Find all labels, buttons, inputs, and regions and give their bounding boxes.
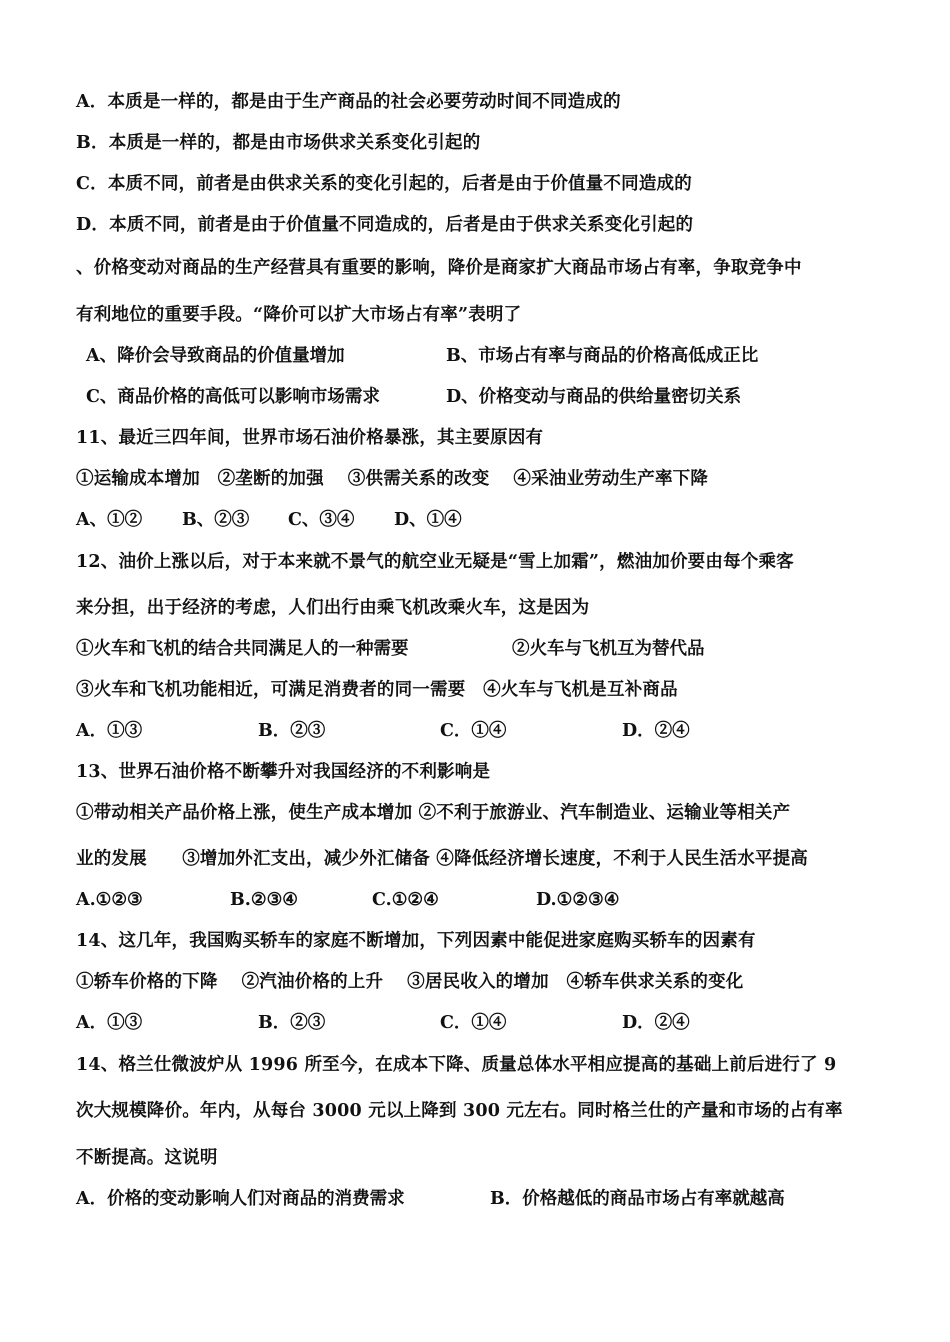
question-14-option-c: C．①④ (440, 1013, 507, 1033)
question-12-line-1: 12、油价上涨以后，对于本来就不景气的航空业无疑是“雪上加霜”，燃油加价要由每个乘客 (76, 552, 794, 572)
question-11-option-b: B、②③ (182, 510, 250, 530)
question-15-option-b: B．价格越低的商品市场占有率就越高 (490, 1189, 785, 1209)
question-10-option-b: B、市场占有率与商品的价格高低成正比 (446, 346, 759, 366)
question-10-line-2: 有利地位的重要手段。“降价可以扩大市场占有率”表明了 (76, 305, 522, 325)
question-13-option-a: A.①②③ (76, 890, 143, 910)
question-13-option-c: C.①②④ (372, 890, 439, 910)
question-11-stem: 11、最近三四年间，世界市场石油价格暴涨，其主要原因有 (76, 428, 544, 448)
question-12-item-1: ①火车和飞机的结合共同满足人的一种需要 (76, 639, 409, 659)
question-10-line-1: 、价格变动对商品的生产经营具有重要的影响，降价是商家扩大商品市场占有率，争取竞争中 (76, 258, 802, 278)
question-12-option-b: B．②③ (258, 721, 326, 741)
question-12-option-c: C．①④ (440, 721, 507, 741)
question-12-line-2: 来分担，出于经济的考虑，人们出行由乘飞机改乘火车，这是因为 (76, 598, 590, 618)
question-10-option-d: D、价格变动与商品的供给量密切关系 (446, 387, 742, 407)
question-15-line-1: 14、格兰仕微波炉从 1996 所至今，在成本下降、质量总体水平相应提高的基础上前后进行了 9 (76, 1055, 837, 1075)
question-14-option-a: A．①③ (76, 1013, 143, 1033)
question-11-items: ①运输成本增加 ②垄断的加强 ③供需关系的改变 ④采油业劳动生产率下降 (76, 469, 709, 489)
question-11-option-a: A、①② (76, 510, 143, 530)
question-14-items: ①轿车价格的下降 ②汽油价格的上升 ③居民收入的增加 ④轿车供求关系的变化 (76, 972, 744, 992)
question-12-items-row-2: ③火车和飞机功能相近，可满足消费者的同一需要 ④火车与飞机是互补商品 (76, 680, 678, 700)
question-15-line-2: 次大规模降价。年内，从每台 3000 元以上降到 300 元左右。同时格兰仕的产量和市场的占有率 (76, 1101, 843, 1121)
question-15-option-a: A．价格的变动影响人们对商品的消费需求 (76, 1189, 405, 1209)
question-12-item-2: ②火车与飞机互为替代品 (512, 639, 705, 659)
option-line-c: C．本质不同，前者是由供求关系的变化引起的，后者是由于价值量不同造成的 (76, 174, 692, 194)
question-14-option-b: B．②③ (258, 1013, 326, 1033)
question-10-option-c: C、商品价格的高低可以影响市场需求 (86, 387, 380, 407)
question-15-line-3: 不断提高。这说明 (76, 1148, 218, 1168)
question-14-option-d: D．②④ (622, 1013, 690, 1033)
question-13-items-line-1: ①带动相关产品价格上涨，使生产成本增加 ②不利于旅游业、汽车制造业、运输业等相关产 (76, 803, 791, 823)
question-13-option-d: D.①②③④ (536, 890, 620, 910)
option-line-a: A．本质是一样的，都是由于生产商品的社会必要劳动时间不同造成的 (76, 92, 621, 112)
question-11-option-d: D、①④ (394, 510, 462, 530)
question-14-stem: 14、这几年，我国购买轿车的家庭不断增加，下列因素中能促进家庭购买轿车的因素有 (76, 931, 756, 951)
question-12-option-a: A．①③ (76, 721, 143, 741)
option-line-d: D．本质不同，前者是由于价值量不同造成的，后者是由于供求关系变化引起的 (76, 215, 694, 235)
question-11-option-c: C、③④ (288, 510, 355, 530)
question-12-option-d: D．②④ (622, 721, 690, 741)
question-13-option-b: B.②③④ (230, 890, 298, 910)
question-13-items-line-2: 业的发展 ③增加外汇支出，减少外汇储备 ④降低经济增长速度，不利于人民生活水平提高 (76, 849, 808, 869)
option-line-b: B．本质是一样的，都是由市场供求关系变化引起的 (76, 133, 481, 153)
question-13-stem: 13、世界石油价格不断攀升对我国经济的不利影响是 (76, 762, 491, 782)
question-10-option-a: A、降价会导致商品的价值量增加 (86, 346, 345, 366)
